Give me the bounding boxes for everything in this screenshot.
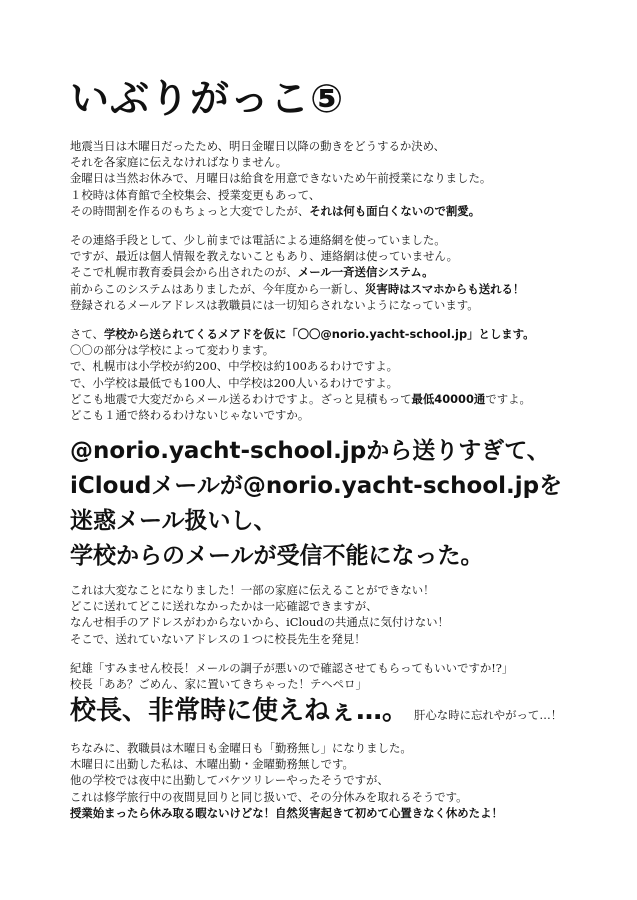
headline-block — [70, 434, 562, 574]
text-segment: 前からこのシステムはありましたが、今年度から一新し、 — [70, 281, 366, 296]
page-title: いぶりがっこ⑤ — [70, 77, 345, 122]
paragraph-2 — [70, 232, 524, 313]
text-line — [70, 391, 535, 407]
headline-line: 学校からのメールが受信不能になった。 — [70, 543, 484, 569]
text-line: 金曜日は当然お休みで、月曜日は給食を用意できないため午前授業になりました。 — [70, 171, 492, 186]
text-line: なんせ相手のアドレスがわからないから、iCloudの共通点に気付けない！ — [70, 615, 449, 630]
text-line: 木曜日に出勤した私は、木曜出勤・金曜勤務無しです。 — [70, 757, 354, 772]
text-line — [70, 203, 491, 219]
text-line: ちなみに、教職員は木曜日も金曜日も「勤務無し」になりました。 — [70, 741, 412, 755]
text-line: 地震当日は木曜日だったため、明日金曜日以降の動きをどうするか決め、 — [70, 139, 445, 153]
paragraph-5 — [70, 660, 513, 692]
paragraph-1 — [70, 138, 491, 219]
text-line: 紀雄「すみません校長！メールの調子が悪いので確認させてもらってもいいですか!?」 — [70, 661, 514, 675]
emphasis-text: 学校から送られてくるメアドを仮に「〇〇@norio.yacht-school.jp」とします。 — [103, 327, 535, 341]
text-line: ですが、最近は個人情報を教えないこともあり、連絡網は使っていません。 — [70, 249, 458, 264]
emphasis-text: 最低40000通 — [411, 391, 486, 406]
emphasis-text: メール一斉送信システム。 — [297, 265, 434, 280]
text-line: で、小学校は最低でも100人、中学校は200人いるわけですよ。 — [70, 375, 399, 390]
text-line: 〇〇の部分は学校によって変わります。 — [70, 343, 275, 358]
text-line: その連絡手段として、少し前までは電話による連絡網を使っていました。 — [70, 233, 446, 247]
headline-line: @norio.yacht-school.jpから送りすぎて、 — [70, 438, 550, 464]
text-line: これは修学旅行中の夜間見回りと同じ扱いで、その分休みを取れるそうです。 — [70, 789, 468, 804]
emphasis-text: それは何も面白くないので割愛。 — [309, 203, 481, 218]
text-line: 他の学校では夜中に出勤してバケツリレーやったそうですが、 — [70, 773, 389, 788]
punchline-big-text: 校長、非常時に使えねぇ…。 — [70, 696, 409, 726]
text-segment: その時間割を作るのもちょっと大変でしたが、 — [70, 203, 310, 218]
text-line — [70, 281, 524, 297]
text-line: そこで、送れていないアドレスの１つに校長先生を発見！ — [70, 631, 366, 646]
paragraph-4 — [70, 582, 449, 647]
text-line: どこも１通で終わるわけないじゃないですか。 — [70, 408, 310, 423]
text-line: 校長「ああ？ごめん、家に置いてきちゃった！テヘペロ」 — [70, 677, 367, 692]
text-line — [70, 326, 535, 342]
punchline — [70, 690, 562, 727]
text-segment: そこで札幌市教育委員会から出されたのが、 — [70, 265, 298, 280]
headline-line: 迷惑メール扱いし、 — [70, 508, 277, 534]
text-line: どこに送れてどこに送れなかったかは一応確認できますが、 — [70, 599, 378, 614]
headline-line: iCloudメールが@norio.yacht-school.jpを — [70, 473, 563, 499]
text-segment: さて、 — [70, 327, 104, 341]
text-line: それを各家庭に伝えなければなりません。 — [70, 155, 288, 170]
text-line: で、札幌市は小学校が約200、中学校は約100あるわけですよ。 — [70, 359, 399, 374]
text-line: １校時は体育館で全校集会、授業変更もあって、 — [70, 187, 321, 202]
text-line: 登録されるメールアドレスは教職員には一切知らされないようになっています。 — [70, 297, 479, 312]
text-segment: ですよ。 — [485, 391, 531, 406]
text-segment: どこも地震で大変だからメール送るわけですよ。ざっと見積もって — [70, 391, 412, 406]
emphasis-text: 災害時はスマホからも送れる！ — [365, 281, 525, 296]
punchline-small-text: 肝心な時に忘れやがって…！ — [414, 708, 563, 722]
paragraph-3 — [70, 326, 535, 423]
text-line — [70, 264, 524, 280]
emphasis-line: 授業始まったら休み取る暇ないけどな！自然災害起きて初めて心置きなく休めたよ！ — [70, 805, 503, 820]
paragraph-6 — [70, 740, 503, 821]
text-line: これは大変なことになりました！一部の家庭に伝えることができない！ — [70, 583, 435, 597]
